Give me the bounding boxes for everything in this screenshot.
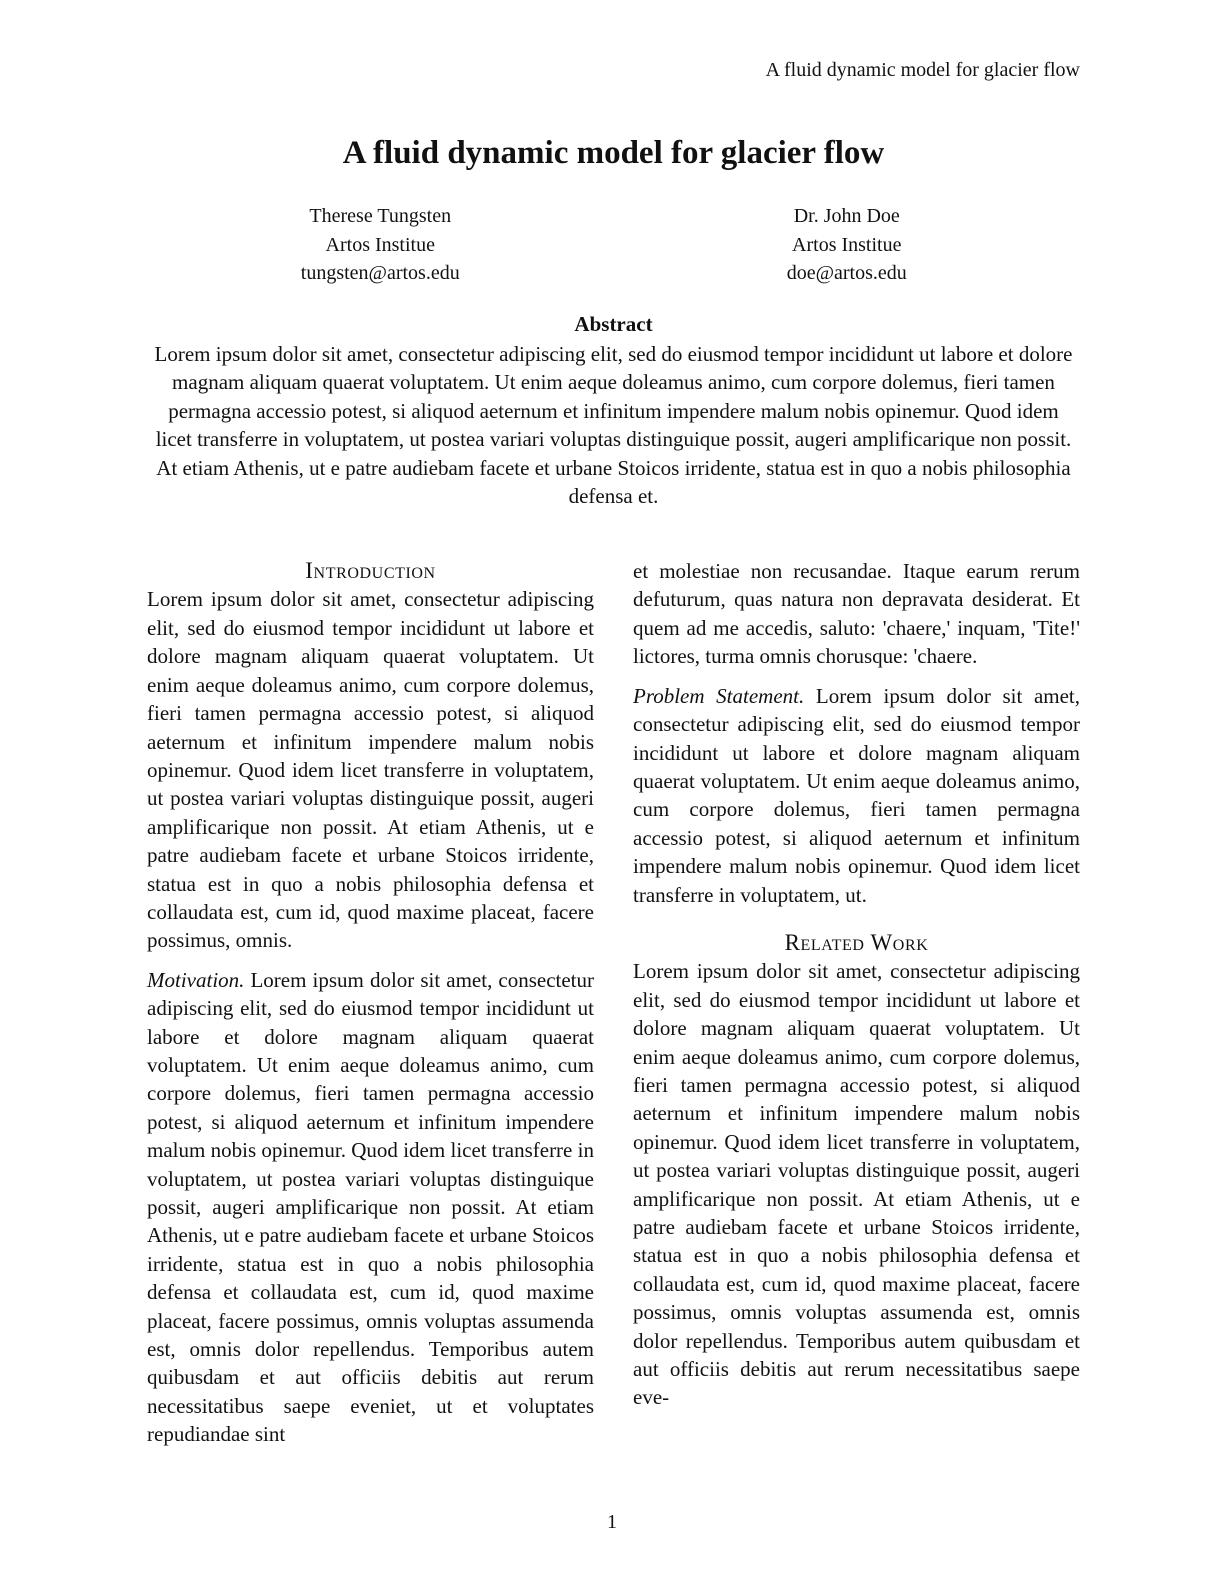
author-block (147, 202, 1080, 288)
two-column-body (147, 557, 1080, 1449)
section-heading-related-work: Related Work (784, 929, 929, 955)
abstract-text: Lorem ipsum dolor sit amet, consectetur adipiscing elit, sed do eiusmod tempor incididunt ut labore et dolore magnam aliquam quaerat voluptatem. Ut enim aeque doleamus animo, cum corpore dolemus, fieri tamen permagna accessio potest, si aliquod aeternum et infinitum impendere malum nobis opinemur. Quod idem licet transferre in voluptatem, ut postea variari voluptas distinguique possit, augeri amplificarique non possit. At etiam Athenis, ut e patre audiebam facete et urbane Stoicos irridente, statua est in quo a nobis philosophia defensa et. (154, 341, 1073, 509)
motivation-runin-heading: Motivation. (147, 967, 245, 992)
abstract-heading: Abstract (574, 311, 653, 336)
introduction-paragraph: Lorem ipsum dolor sit amet, consectetur adipiscing elit, sed do eiusmod tempor incididunt ut labore et dolore magnam aliquam quaerat voluptatem. Ut enim aeque doleamus animo, cum corpore dolemus, fieri tamen permagna accessio potest, si aliquod aeternum et infinitum impendere malum nobis opinemur. Quod idem licet transferre in voluptatem, ut postea variari voluptas distinguique possit, augeri amplificarique non possit. At etiam Athenis, ut e patre audiebam facete et urbane Stoicos irridente, statua est in quo a nobis philosophia defensa et collaudata est, cum id, quod maxime placeat, facere possimus, omnis. (147, 587, 594, 953)
author-1 (147, 202, 614, 288)
author-2-email: doe@artos.edu (786, 262, 907, 284)
section-heading-introduction: Introduction (305, 558, 436, 584)
left-column (147, 557, 594, 1449)
running-header: A fluid dynamic model for glacier flow (765, 59, 1080, 81)
related-work-paragraph: Lorem ipsum dolor sit amet, consectetur adipiscing elit, sed do eiusmod tempor incididunt ut labore et dolore magnam aliquam quaerat voluptatem. Ut enim aeque doleamus animo, cum corpore dolemus, fieri tamen permagna accessio potest, si aliquod aeternum et infinitum impendere malum nobis opinemur. Quod idem licet transferre in voluptatem, ut postea variari voluptas distinguique possit, augeri amplificarique non possit. At etiam Athenis, ut e patre audiebam facete et urbane Stoicos irridente, statua est in quo a nobis philosophia defensa et collaudata est, cum id, quod maxime placeat, facere possimus, omnis voluptas assumenda est, omnis dolor repellendus. Temporibus autem quibusdam et aut officiis debitis aut rerum necessitatibus saepe eve- (633, 959, 1080, 1410)
problem-statement-paragraph-text: Lorem ipsum dolor sit amet, consectetur adipiscing elit, sed do eiusmod tempor incididunt ut labore et dolore magnam aliquam quaerat voluptatem. Ut enim aeque doleamus animo, cum corpore dolemus, fieri tamen permagna accessio potest, si aliquod aeternum et infinitum impendere malum nobis opinemur. Quod idem licet transferre in voluptatem, ut. (633, 683, 1080, 907)
problem-statement-paragraph (633, 682, 1080, 909)
author-2-affiliation: Artos Institue (792, 233, 902, 256)
motivation-paragraph (147, 966, 594, 1449)
introduction-continuation-paragraph: et molestiae non recusandae. Itaque earum rerum defuturum, quas natura non depravata desiderat. Et quem ad me accedis, saluto: 'chaere,' inquam, 'Tite!' lictores, turma omnis chorusque: 'chaere. (633, 559, 1080, 669)
author-1-affiliation: Artos Institue (325, 233, 435, 256)
author-2-name: Dr. John Doe (793, 205, 900, 227)
problem-statement-runin-heading: Problem Statement. (633, 683, 805, 708)
motivation-paragraph-text: Lorem ipsum dolor sit amet, consectetur adipiscing elit, sed do eiusmod tempor incididunt ut labore et dolore magnam aliquam quaerat voluptatem. Ut enim aeque doleamus animo, cum corpore dolemus, fieri tamen permagna accessio potest, si aliquod aeternum et infinitum impendere malum nobis opinemur. Quod idem licet transferre in voluptatem, ut postea variari voluptas distinguique possit, augeri amplificarique non possit. At etiam Athenis, ut e patre audiebam facete et urbane Stoicos irridente, statua est in quo a nobis philosophia defensa et collaudata est, cum id, quod maxime placeat, facere possimus, omnis voluptas assumenda est, omnis dolor repellendus. Temporibus autem quibusdam et aut officiis debitis aut rerum necessitatibus saepe eveniet, ut et voluptates repudiandae sint (147, 967, 595, 1447)
author-1-email: tungsten@artos.edu (300, 262, 460, 284)
author-2 (614, 202, 1081, 288)
right-column (633, 557, 1080, 1449)
author-1-name: Therese Tungsten (309, 205, 452, 227)
paper-title: A fluid dynamic model for glacier flow (342, 135, 885, 171)
page-number: 1 (607, 1511, 617, 1533)
